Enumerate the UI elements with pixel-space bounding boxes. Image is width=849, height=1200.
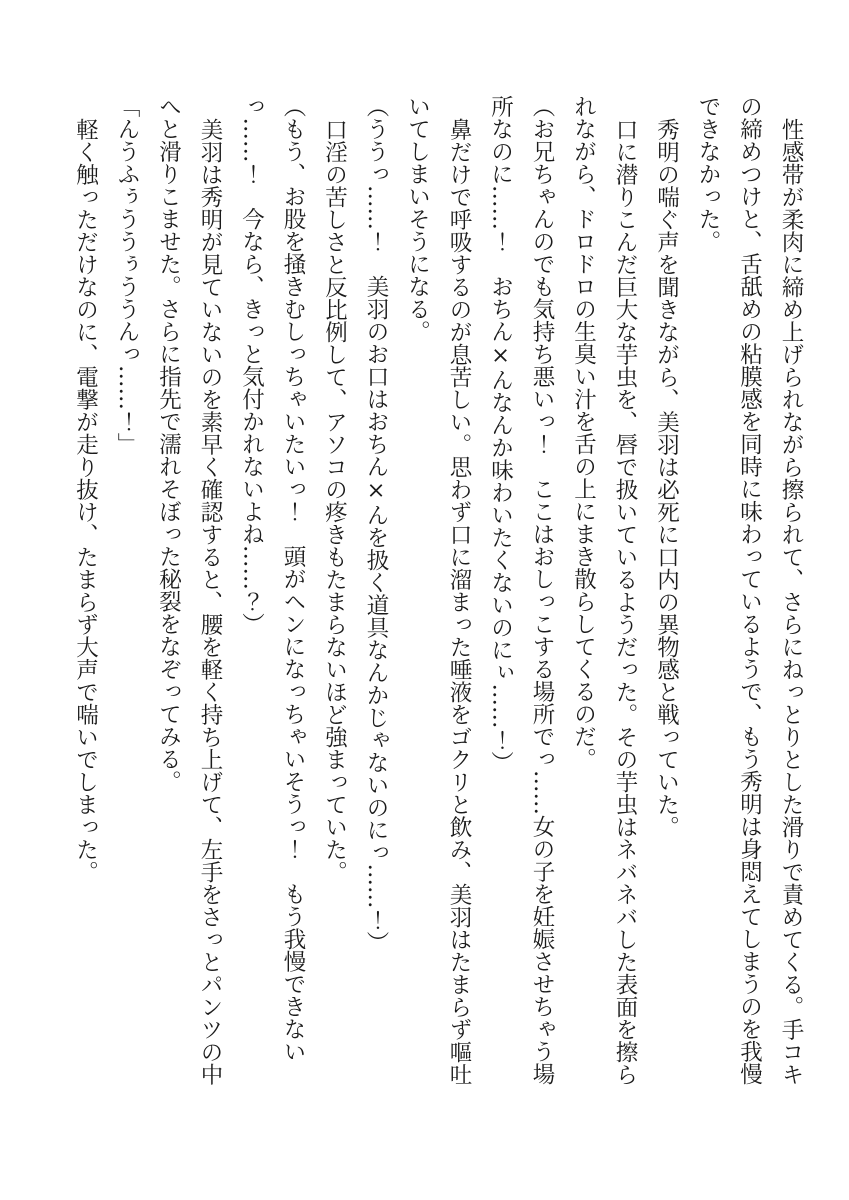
- paragraph: （もう、お股を掻きむしっちゃいたいっ！ 頭がヘンになっちゃいそうっ！ もう我慢できないっ……！ 今なら、きっと気付かれないよね……？）: [238, 95, 306, 1063]
- paragraph: 鼻だけで呼吸するのが息苦しい。思わず口に溜まった唾液をゴクリと飲み、美羽はたまらず嘔吐いてしまいそうになる。: [404, 95, 472, 1085]
- paragraph: 口淫の苦しさと反比例して、アソコの疼きもたまらないほど強まっていた。: [321, 117, 348, 883]
- paragraph: （お兄ちゃんのでも気持ち悪いっ！ ここはおしっこする場所でっ……女の子を妊娠させちゃう場所なのに……！ おちん×んなんか味わいたくないのにぃ……！）: [487, 95, 555, 1085]
- paragraph: 性感帯が柔肉に締め上げられながら擦られて、さらにねっとりとした滑りで責めてくる。手コキの締めつけと、舌舐めの粘膜感を同時に味わっているようで、もう秀明は身悶えてしまうのを我慢できなかった。: [695, 95, 804, 1085]
- paragraph: 秀明の喘ぐ声を聞きながら、美羽は必死に口内の異物感と戦っていた。: [653, 117, 680, 838]
- paragraph: 軽く触っただけなのに、電撃が走り抜け、たまらず大声で喘いでしまった。: [72, 117, 99, 883]
- paragraph: 口に潜りこんだ巨大な芋虫を、唇で扱いているようだった。その芋虫はネバネバした表面を擦られながら、ドロドロの生臭い汁を舌の上にまき散らしてくるのだ。: [570, 95, 638, 1085]
- text-body: [64, 95, 811, 1087]
- paragraph: （ううっ……！ 美羽のお口はおちん×んを扱く道具なんかじゃないのにっ……！）: [363, 95, 389, 954]
- paragraph: 「んうふぅううぅううんっ……！」: [114, 95, 140, 455]
- paragraph: 美羽は秀明が見ていないのを素早く確認すると、腰を軽く持ち上げて、左手をさっとパンツの中へと滑りこませた。さらに指先で濡れそぼった秘裂をなぞってみる。: [155, 95, 223, 1085]
